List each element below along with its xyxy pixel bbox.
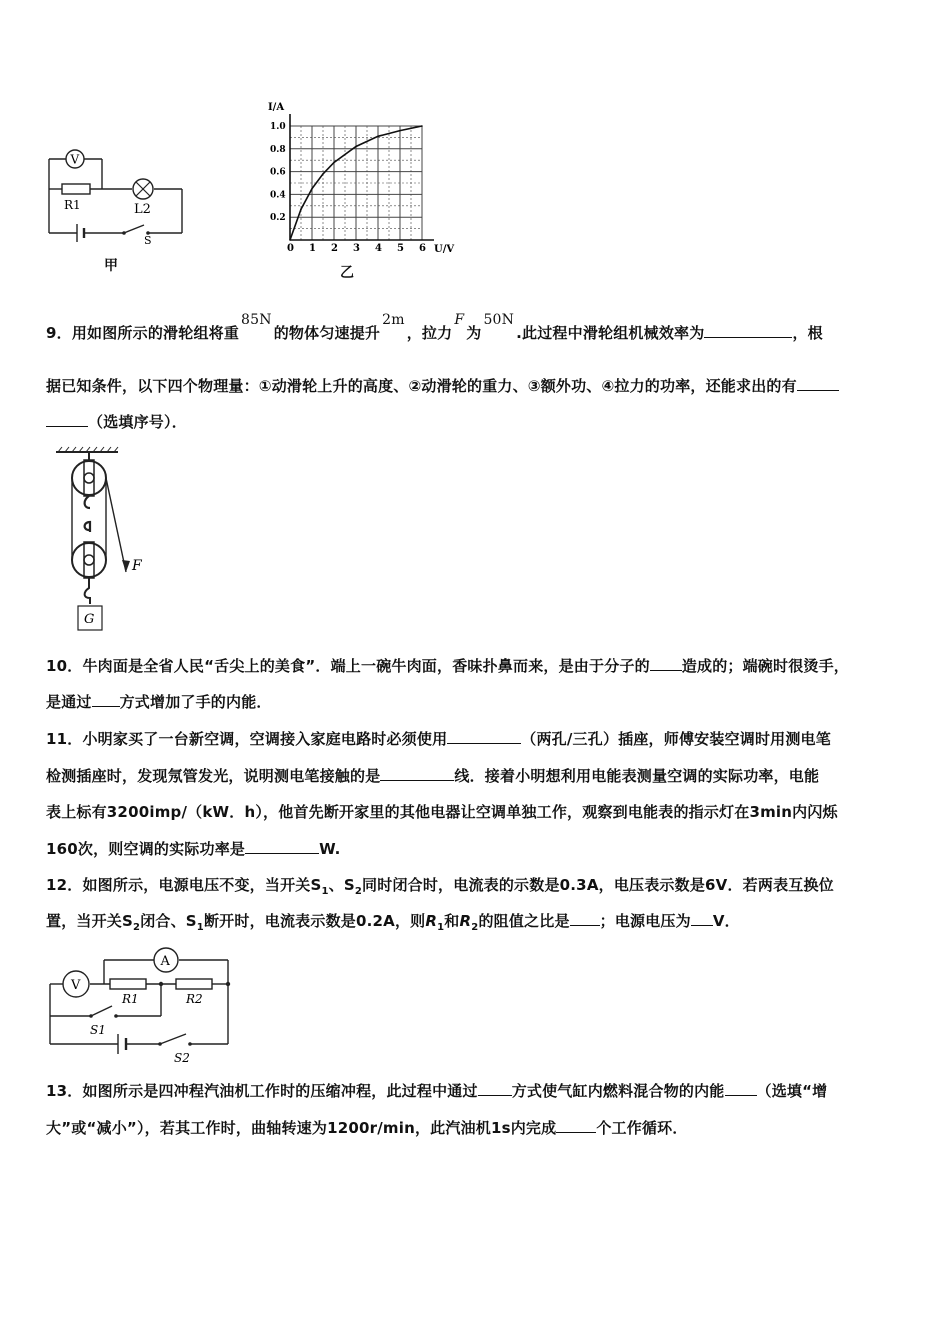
q11-line-1: 11．小明家买了一台新空调，空调接入家庭电路时必须使用 （两孔/三孔）插座，师傅安装空调时用测电笔 [46, 730, 831, 748]
q12-s2-label: S2 [174, 1051, 190, 1064]
q10-blank-1[interactable] [650, 656, 682, 671]
q12-blank-ratio[interactable] [570, 911, 600, 926]
q9-height: 2m [382, 312, 405, 328]
l2-label: L2 [134, 202, 151, 217]
q13-line-2: 大”或“减小”），若其工作时，曲轴转速为1200r/min，此汽油机1s内完成 个工作循环． [46, 1119, 688, 1137]
r1-label: R1 [64, 198, 81, 212]
q12-circuit-figure [46, 946, 236, 1064]
q12-line-2: 置，当开关$S_2$闭合、$S_1$断开时，电流表示数是0.2A，则$R_1$和$R_2$的阻值之比是 ；电源电压为 V． [46, 912, 740, 933]
q12-resistor-r2 [176, 979, 212, 989]
q13-blank-energy[interactable] [725, 1081, 757, 1096]
weight-label: G [84, 612, 95, 627]
q11-blank-wire[interactable] [380, 766, 454, 781]
chart-x-tick-label: 5 [397, 243, 404, 254]
q13-line-1: 13．如图所示是四冲程汽油机工作时的压缩冲程，此过程中通过 方式使气缸内燃料混合物的内能 （选填“增 [46, 1082, 828, 1100]
q11-line-3: 表上标有3200imp/（kW．h），他首先断开家里的其他电器让空调单独工作，观察到电能表的指示灯在3min内闪烁 [46, 803, 838, 821]
q11-line-2: 检测插座时，发现氖管发光，说明测电笔接触的是 线．接着小明想利用电能表测量空调的实际功率，电能 [46, 767, 820, 785]
q9-blank-efficiency[interactable] [704, 323, 792, 338]
q11-blank-socket[interactable] [447, 729, 521, 744]
chart-x-axis-label: U/V [434, 244, 455, 255]
chart-y-tick-label: 1.0 [270, 122, 286, 132]
q13-blank-cycles[interactable] [556, 1118, 596, 1133]
q10-line-1: 10．牛肉面是全省人民“舌尖上的美食”．端上一碗牛肉面，香味扑鼻而来，是由于分子的 造成的；端碗时很烫手， [46, 657, 849, 675]
q9-force-symbol: F [454, 312, 465, 328]
chart-x-tick-label: 1 [309, 243, 316, 254]
chart-x-tick-label: 0 [287, 243, 294, 254]
q12-ammeter-label: A [160, 954, 170, 969]
q12-r2-label: R2 [186, 992, 203, 1006]
q9-line-1: 9．用如图所示的滑轮组将重85N的物体匀速提升2m，拉力F为50N.此过程中滑轮组机械效率为 ，根 [46, 312, 823, 342]
q9-force: 50N [483, 312, 515, 328]
q12-r1-label: R1 [122, 992, 139, 1006]
chart-x-tick-label: 2 [331, 243, 338, 254]
q9-blank-quantities-a[interactable] [797, 376, 839, 391]
q10-line-2: 是通过 方式增加了手的内能． [46, 693, 272, 711]
chart-y-tick-label: 0.2 [270, 213, 286, 224]
pulley-force-label: F [132, 558, 142, 574]
q10-blank-2[interactable] [92, 692, 120, 707]
chart-y-tick-label: 0.4 [270, 190, 286, 201]
voltmeter-label: V [70, 152, 80, 167]
chart-x-tick-label: 6 [419, 243, 426, 254]
chart-y-tick-label: 0.6 [270, 167, 286, 178]
q12-blank-voltage[interactable] [691, 911, 713, 926]
chart-y-tick-label: 0.8 [270, 144, 286, 155]
q9-line-3: （选填序号）． [46, 411, 187, 432]
chart-x-tick-label: 4 [375, 243, 382, 254]
chart-y-axis-label: I/A [268, 102, 285, 113]
q11-blank-power[interactable] [245, 839, 319, 854]
q11-line-4: 160次，则空调的实际功率是 W. [46, 840, 341, 858]
q9-blank-quantities-b[interactable] [46, 412, 88, 427]
figure-yi-chart [262, 100, 462, 260]
force-arrow-icon [122, 560, 130, 572]
figure-jia-circuit [44, 145, 189, 245]
movable-pulley [72, 543, 106, 577]
figure-yi-caption: 乙 [340, 265, 354, 281]
resistor-r1 [62, 184, 90, 194]
switch-label: S [144, 234, 152, 245]
figure-jia-caption: 甲 [104, 258, 118, 274]
q9-line-2: 据已知条件，以下四个物理量：①动滑轮上升的高度、②动滑轮的重力、③额外功、④拉力的功率，还能求出的有 [46, 375, 839, 396]
pulley-figure [52, 446, 162, 636]
q9-weight: 85N [241, 312, 272, 328]
q13-blank-method[interactable] [478, 1081, 512, 1096]
fixed-pulley [72, 461, 106, 495]
q12-s1-label: S1 [90, 1023, 106, 1037]
q12-resistor-r1 [110, 979, 146, 989]
chart-x-tick-label: 3 [353, 243, 360, 254]
q12-line-1: 12．如图所示，电源电压不变，当开关$S_1$、$S_2$同时闭合时，电流表的示数是0.3A，电压表示数是6V．若两表互换位 [46, 876, 834, 897]
q12-voltmeter-label: V [71, 978, 81, 993]
